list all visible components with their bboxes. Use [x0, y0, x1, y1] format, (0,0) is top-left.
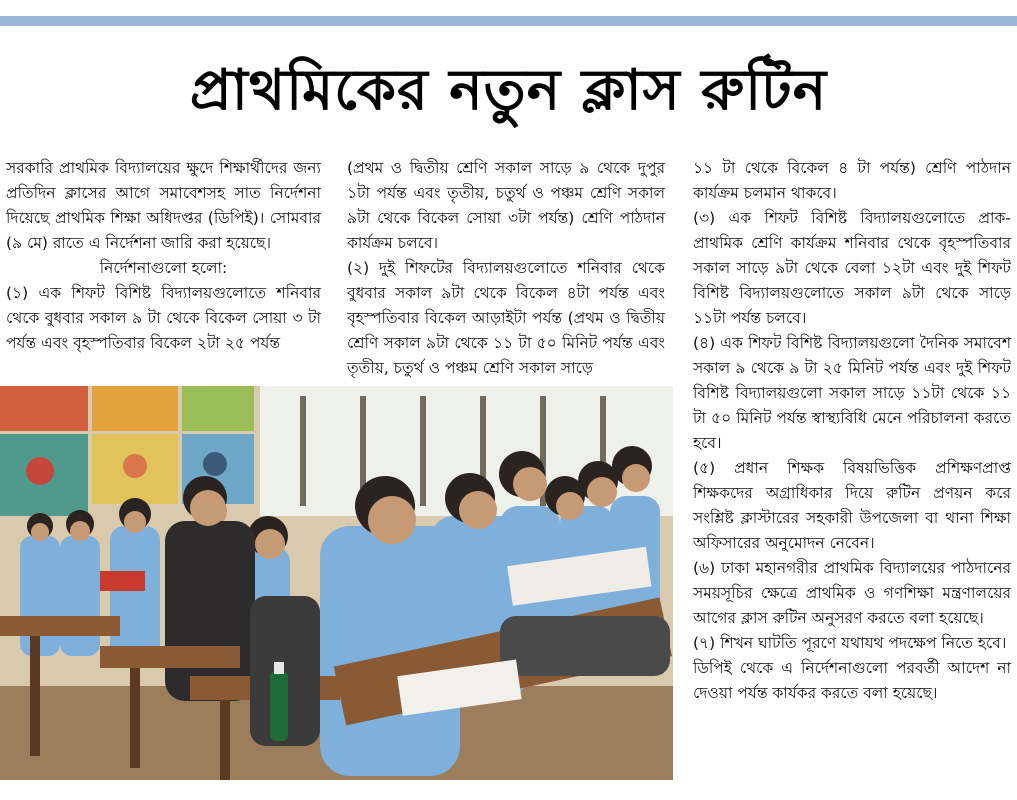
- top-border-bar: [0, 16, 1017, 26]
- directive-3: (৩) এক শিফট বিশিষ্ট বিদ্যালয়গুলোতে প্রাক-প্রাথমিক শ্রেণি কার্যক্রম শনিবার থেকে বৃহস্পতিবার সকাল সাড়ে ৯টা থেকে বেলা ১২টা এবং দুই শিফট বিশিষ্ট বিদ্যালয়গুলোতে সকাল ৯টা থেকে সাড়ে ১১টা পর্যন্ত চলবে।: [693, 209, 1011, 327]
- intro-paragraph: সরকারি প্রাথমিক বিদ্যালয়ের ক্ষুদে শিক্ষার্থীদের জন্য প্রতিদিন ক্লাসের আগে সমাবেশসহ সাত নির্দেশনা দিয়েছে প্রাথমিক শিক্ষা অধিদপ্তর (ডিপিই)। সোমবার (৯ মে) রাতে এ নির্দেশনা জারি করা হয়েছে।: [6, 159, 321, 252]
- directive-7: (৭) শিখন ঘাটতি পূরণে যথাযথ পদক্ষেপ নিতে হবে।: [693, 634, 1007, 652]
- article-column-1: [6, 156, 321, 356]
- classroom-photo-illustration: [0, 386, 673, 780]
- directive-4: (৪) এক শিফট বিশিষ্ট বিদ্যালয়গুলো দৈনিক সমাবেশ সকাল ৯ থেকে ৯ টা ২৫ মিনিট পর্যন্ত এবং দুই শিফট বিশিষ্ট বিদ্যালয়গুলো সকাল সাড়ে ১১টা থেকে ১১ টা ৫০ মিনিট পর্যন্ত স্বাস্থ্যবিধি মেনে পরিচালনা করতে হবে।: [693, 334, 1011, 452]
- directive-2-start: (২) দুই শিফটের বিদ্যালয়গুলোতে শনিবার থেকে বুধবার সকাল ৯টা থেকে বিকেল ৪টা পর্যন্ত এবং বৃহস্পতিবার বিকেল আড়াইটা পর্যন্ত (প্রথম ও দ্বিতীয় শ্রেণি সকাল ৯টা থেকে ১১ টা ৫০ মিনিট পর্যন্ত এবং তৃতীয়, চতুর্থ ও পঞ্চম শ্রেণি সকাল সাড়ে: [347, 259, 665, 377]
- directive-1-continued: (প্রথম ও দ্বিতীয় শ্রেণি সকাল সাড়ে ৯ থেকে দুপুর ১টা পর্যন্ত এবং তৃতীয়, চতুর্থ ও পঞ্চম শ্রেণি সকাল ৯টা থেকে বিকেল সোয়া ৩টা পর্যন্ত) শ্রেণি পাঠদান কার্যক্রম চলবে।: [347, 159, 665, 252]
- directive-2-continued: ১১ টা থেকে বিকেল ৪ টা পর্যন্ত) শ্রেণি পাঠদান কার্যক্রম চলমান থাকবে।: [693, 159, 1011, 202]
- classroom-photo: [0, 386, 673, 780]
- article-column-3: [693, 156, 1011, 706]
- article-column-2: [347, 156, 665, 381]
- directive-1-start: (১) এক শিফট বিশিষ্ট বিদ্যালয়গুলোতে শনিবার থেকে বুধবার সকাল ৯ টা থেকে বিকেল সোয়া ৩ টা পর্যন্ত এবং বৃহস্পতিবার বিকেল ২টা ২৫ পর্যন্ত: [6, 284, 321, 352]
- directives-subheading: নির্দেশনাগুলো হলো:: [99, 259, 228, 277]
- headline: প্রাথমিকের নতুন ক্লাস রুটিন: [189, 57, 828, 123]
- closing-paragraph: ডিপিই থেকে এ নির্দেশনাগুলো পরবর্তী আদেশ না দেওয়া পর্যন্ত কার্যকর করতে বলা হয়েছে।: [693, 659, 1011, 702]
- directive-5: (৫) প্রধান শিক্ষক বিষয়ভিত্তিক প্রশিক্ষণপ্রাপ্ত শিক্ষকদের অগ্রাধিকার দিয়ে রুটিন প্রণয়ন করে সংশ্লিষ্ট ক্লাস্টারের সহকারী উপজেলা বা থানা শিক্ষা অফিসারের অনুমোদন নেবেন।: [693, 459, 1011, 552]
- directive-6: (৬) ঢাকা মহানগরীর প্রাথমিক বিদ্যালয়ের পাঠদানের সময়সূচির ক্ষেত্রে প্রাথমিক ও গণশিক্ষা মন্ত্রণালয়ের আগের ক্লাস রুটিন অনুসরণ করতে বলা হয়েছে।: [693, 559, 1011, 627]
